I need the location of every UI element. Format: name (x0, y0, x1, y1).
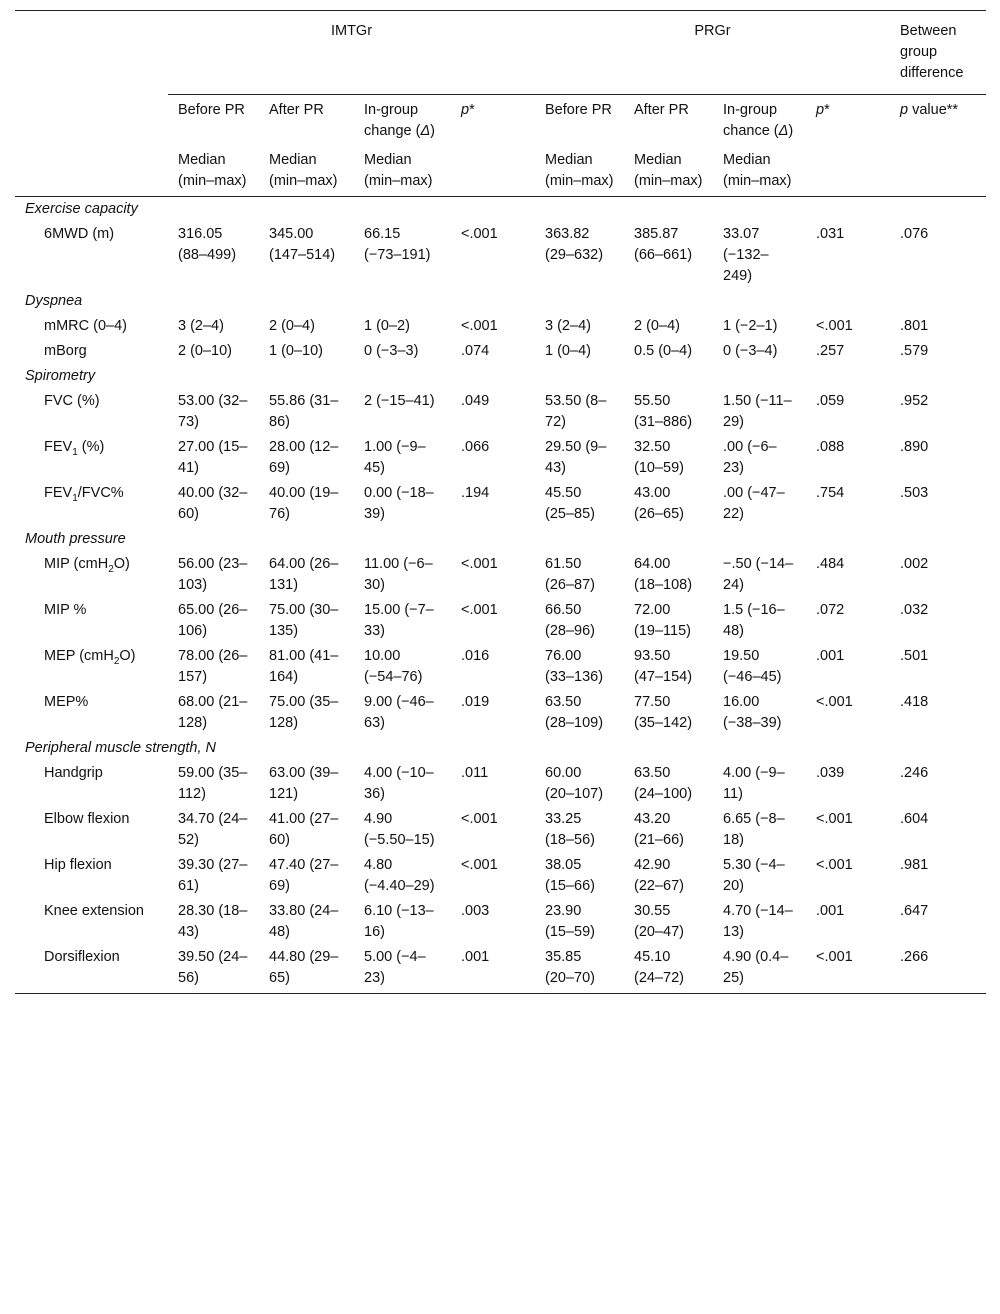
column-header-suffix: * (824, 102, 830, 118)
median-label (806, 150, 890, 197)
column-header (168, 95, 259, 151)
table-cell: 78.00 (26–157) (178, 648, 248, 685)
table-cell: <.001 (806, 945, 890, 994)
table-cell: −.50 (−14–24) (723, 556, 794, 593)
column-header-text: After PR (269, 102, 324, 118)
table-cell: 45.50 (25–85) (545, 485, 595, 522)
table-cell: .076 (900, 226, 929, 242)
row-label (15, 644, 168, 690)
table-cell: 19.50 (−46–45) (723, 648, 782, 685)
table-row (15, 945, 986, 994)
table-cell: 33.25 (18–56) (545, 811, 595, 848)
section-title: Exercise capacity (15, 197, 986, 223)
table-row (15, 761, 986, 807)
column-header-symbol: Δ (778, 123, 789, 139)
table-cell: 72.00 (19–115) (634, 602, 691, 639)
section-title: Mouth pressure (25, 531, 126, 547)
table-cell: .032 (900, 602, 929, 618)
table-cell: 363.82 (29–632) (545, 226, 604, 263)
section-row (15, 527, 986, 552)
table-cell: <.001 (461, 556, 498, 572)
table-cell: .647 (900, 903, 929, 919)
table-cell: 30.55 (20–47) (634, 903, 684, 940)
row-label (15, 690, 168, 736)
column-header-symbol: p (461, 102, 470, 118)
section-row (15, 197, 986, 223)
table-row (15, 644, 986, 690)
table-cell: 76.00 (33–136) (545, 648, 604, 685)
column-header-text: Before PR (178, 102, 245, 118)
column-header-suffix: ) (788, 123, 794, 139)
table-cell: 3 (2–4) (178, 318, 224, 334)
column-subheader-row (15, 95, 986, 151)
table-cell: 28.30 (18–43) (178, 903, 248, 940)
column-header (890, 95, 986, 151)
table-cell: .016 (461, 648, 490, 664)
table-cell: 81.00 (41–164) (269, 648, 339, 685)
column-header-symbol: Δ (420, 123, 431, 139)
row-label-text: 6MWD (m) (44, 226, 115, 242)
column-header-text: In-group chance ( (723, 102, 779, 139)
row-label (15, 481, 168, 527)
table-cell: .754 (816, 485, 845, 501)
row-label (15, 853, 168, 899)
table-cell: 6.65 (−8–18) (723, 811, 785, 848)
table-body (15, 197, 986, 994)
table-row (15, 853, 986, 899)
table-cell: 77.50 (35–142) (634, 694, 693, 731)
row-label-text: $FEV_1/FVC\%$ (44, 485, 124, 504)
table-cell: 66.50 (28–96) (545, 602, 595, 639)
table-cell: 11.00 (−6–30) (364, 556, 433, 593)
table-cell: 1.5 (−16–48) (723, 602, 785, 639)
section-row (15, 736, 986, 761)
table-cell: 63.50 (28–109) (545, 694, 604, 731)
table-cell: 38.05 (15–66) (545, 857, 595, 894)
table-cell: 55.86 (31–86) (269, 393, 339, 430)
table-cell: .246 (900, 765, 929, 781)
table-cell: 2 (0–10) (178, 343, 233, 359)
table-row (15, 899, 986, 945)
table-cell: 5.30 (−4–20) (723, 857, 785, 894)
row-label (15, 222, 168, 289)
subscript: 1 (72, 446, 78, 458)
table-cell: 75.00 (30–135) (269, 602, 339, 639)
table-row (15, 807, 986, 853)
section-row (15, 289, 986, 314)
table-row (15, 339, 986, 364)
table-cell: .503 (900, 485, 929, 501)
median-label (890, 150, 986, 197)
table-cell: <.001 (461, 811, 498, 827)
median-label-row (15, 150, 986, 197)
median-label: Median (min–max) (634, 152, 703, 189)
table-cell: 0 (−3–4) (723, 343, 778, 359)
table-cell: 1 (−2–1) (723, 318, 778, 334)
table-cell: 3 (2–4) (545, 318, 591, 334)
table-cell: .501 (900, 648, 929, 664)
table-cell: .00 (−6–23) (723, 439, 777, 476)
column-header (624, 95, 713, 151)
row-label (15, 807, 168, 853)
table-cell: .059 (816, 393, 845, 409)
table-cell: 10.00 (−54–76) (364, 648, 423, 685)
table-cell: 47.40 (27–69) (269, 857, 339, 894)
table-cell: 61.50 (26–87) (545, 556, 595, 593)
table-cell: <.001 (816, 694, 853, 710)
column-header (713, 95, 806, 151)
table-cell: .579 (900, 343, 929, 359)
median-label: Median (min–max) (723, 152, 792, 189)
table-cell: 43.00 (26–65) (634, 485, 684, 522)
table-cell: 42.90 (22–67) (634, 857, 684, 894)
table-cell: .088 (816, 439, 845, 455)
table-cell: 15.00 (−7–33) (364, 602, 434, 639)
row-label (15, 314, 168, 339)
table-cell: 40.00 (32–60) (178, 485, 248, 522)
table-row (15, 481, 986, 527)
group-prgr-header: PRGr (535, 11, 890, 95)
column-header-symbol: p (816, 102, 825, 118)
table-cell: 5.00 (−4–23) (354, 945, 451, 994)
table-cell: 45.10 (24–72) (624, 945, 713, 994)
row-label-text: FVC (%) (44, 393, 100, 409)
table-cell: .801 (900, 318, 929, 334)
table-cell: 63.50 (24–100) (634, 765, 693, 802)
table-cell: 55.50 (31–886) (634, 393, 693, 430)
table-cell: <.001 (816, 857, 853, 873)
table-cell: 4.90 (−5.50–15) (364, 811, 435, 848)
table-cell: .072 (816, 602, 845, 618)
between-group-header: Between group difference (890, 11, 986, 95)
table-row (15, 690, 986, 736)
row-label-text: $FEV_1$ (%) (44, 439, 105, 458)
row-label (15, 552, 168, 598)
table-cell: 4.00 (−10–36) (364, 765, 434, 802)
column-header (535, 95, 624, 151)
median-label: Median (min–max) (364, 152, 433, 189)
table-cell: 1.50 (−11–29) (723, 393, 792, 430)
table-cell: 1 (0–4) (545, 343, 591, 359)
row-label (15, 339, 168, 364)
table-row (15, 222, 986, 289)
median-label: Median (min–max) (178, 152, 247, 189)
table-row (15, 389, 986, 435)
table-cell: .074 (461, 343, 490, 359)
table-cell: 34.70 (24–52) (178, 811, 248, 848)
subscript: 2 (113, 655, 120, 667)
row-label-text: Knee extension (44, 903, 144, 919)
table-cell: 27.00 (15–41) (178, 439, 248, 476)
table-cell: 385.87 (66–661) (634, 226, 693, 263)
table-cell: 32.50 (10–59) (634, 439, 684, 476)
results-table (15, 10, 986, 994)
table-cell: .257 (816, 343, 845, 359)
row-label-text: MEP% (44, 694, 89, 710)
section-row (15, 364, 986, 389)
table-cell: 345.00 (147–514) (269, 226, 336, 263)
row-label-text: Elbow flexion (44, 811, 130, 827)
table-cell: .952 (900, 393, 929, 409)
table-cell: <.001 (461, 318, 498, 334)
table-cell: 0.5 (0–4) (634, 343, 693, 359)
table-cell: .001 (451, 945, 535, 994)
table-cell: 35.85 (20–70) (535, 945, 624, 994)
table-cell: <.001 (461, 602, 498, 618)
median-label: Median (min–max) (269, 152, 338, 189)
table-cell: 1.00 (−9–45) (364, 439, 426, 476)
table-cell: 23.90 (15–59) (545, 903, 595, 940)
row-label (15, 598, 168, 644)
table-cell: 0 (−3–3) (364, 343, 419, 359)
table-cell: 64.00 (18–108) (634, 556, 693, 593)
table-cell: .019 (461, 694, 490, 710)
row-label (15, 389, 168, 435)
subscript: 1 (72, 492, 78, 504)
table-cell: <.001 (816, 318, 853, 334)
table-cell: 29.50 (9–43) (545, 439, 607, 476)
table-cell: 68.00 (21–128) (178, 694, 248, 731)
median-label: Median (min–max) (545, 152, 614, 189)
row-label (15, 435, 168, 481)
table-cell: <.001 (461, 226, 498, 242)
column-header-suffix: ) (430, 123, 436, 139)
table-cell: <.001 (461, 857, 498, 873)
row-label-text: Hip flexion (44, 857, 112, 873)
table-cell: 65.00 (26–106) (178, 602, 248, 639)
table-cell: 63.00 (39–121) (269, 765, 339, 802)
table-cell: 16.00 (−38–39) (723, 694, 782, 731)
table-cell: .981 (900, 857, 929, 873)
section-title: Spirometry (25, 368, 96, 384)
table-cell: 75.00 (35–128) (269, 694, 339, 731)
table-cell: .604 (900, 811, 929, 827)
table-cell: .890 (900, 439, 929, 455)
column-header (354, 95, 451, 151)
table-cell: 4.90 (0.4–25) (713, 945, 806, 994)
table-cell: 66.15 (−73–191) (364, 226, 431, 263)
group-imtgr-header: IMTGr (168, 11, 535, 95)
table-cell: .002 (900, 556, 929, 572)
table-cell: 39.50 (24–56) (168, 945, 259, 994)
table-cell: 60.00 (20–107) (545, 765, 604, 802)
table-cell: 53.50 (8–72) (545, 393, 607, 430)
table-cell: .001 (816, 648, 845, 664)
table-row (15, 552, 986, 598)
table-cell: 40.00 (19–76) (269, 485, 339, 522)
table-cell: 43.20 (21–66) (634, 811, 684, 848)
table-cell: 6.10 (−13–16) (364, 903, 434, 940)
table-row (15, 314, 986, 339)
row-label-text: Dorsiflexion (44, 949, 120, 965)
table-cell: 56.00 (23–103) (178, 556, 248, 593)
table-cell: 2 (−15–41) (364, 393, 435, 409)
table-cell: .049 (461, 393, 490, 409)
table-cell: 0.00 (−18–39) (364, 485, 434, 522)
table-cell: 64.00 (26–131) (269, 556, 339, 593)
table-cell: 9.00 (−46–63) (364, 694, 434, 731)
table-row (15, 598, 986, 644)
row-label-text: MEP (cmH$_2$O) (44, 648, 136, 667)
table-cell: 59.00 (35–112) (178, 765, 248, 802)
column-header (259, 95, 354, 151)
table-header (15, 11, 986, 197)
column-header-symbol: p (900, 102, 909, 118)
table-cell: 53.00 (32–73) (178, 393, 248, 430)
table-cell: 4.00 (−9–11) (723, 765, 785, 802)
table-row (15, 435, 986, 481)
column-header-text: In-group change ( (364, 102, 421, 139)
table-cell: .484 (816, 556, 845, 572)
table-cell: .266 (890, 945, 986, 994)
row-label-text: MIP (cmH$_2$O) (44, 556, 130, 575)
section-title: Dyspnea (25, 293, 83, 309)
table-cell: 33.80 (24–48) (269, 903, 339, 940)
table-cell: 41.00 (27–60) (269, 811, 339, 848)
table-cell: 2 (0–4) (269, 318, 315, 334)
table-cell: 4.80 (−4.40–29) (364, 857, 435, 894)
table-cell: .011 (461, 765, 489, 781)
table-cell: .194 (461, 485, 490, 501)
column-header (806, 95, 890, 151)
row-label (15, 899, 168, 945)
table-cell: 44.80 (29–65) (259, 945, 354, 994)
table-cell: 316.05 (88–499) (178, 226, 237, 263)
table-cell: 33.07 (−132–249) (723, 226, 769, 284)
section-title: Peripheral muscle strength, N (25, 740, 216, 756)
table-cell: .031 (816, 226, 845, 242)
column-header-text: Before PR (545, 102, 612, 118)
row-label-text: Handgrip (44, 765, 103, 781)
table-cell: 93.50 (47–154) (634, 648, 693, 685)
column-header-suffix: value** (908, 102, 959, 118)
table-cell: 2 (0–4) (634, 318, 680, 334)
table-cell: .00 (−47–22) (723, 485, 785, 522)
subscript: 2 (108, 563, 114, 575)
row-label-text: MIP % (44, 602, 87, 618)
row-label-text: mMRC (0–4) (44, 318, 127, 334)
table-cell: .003 (461, 903, 490, 919)
row-label (15, 945, 168, 994)
table-cell: .418 (900, 694, 929, 710)
table-cell: .001 (816, 903, 845, 919)
column-header-text: After PR (634, 102, 689, 118)
row-label (15, 761, 168, 807)
table-cell: 1 (0–2) (364, 318, 410, 334)
median-label (451, 150, 535, 197)
column-header (451, 95, 535, 151)
table-cell: .039 (816, 765, 845, 781)
table-cell: 39.30 (27–61) (178, 857, 248, 894)
column-header-suffix: * (469, 102, 475, 118)
table-cell: 4.70 (−14–13) (723, 903, 793, 940)
table-cell: <.001 (816, 811, 853, 827)
table-cell: .066 (461, 439, 490, 455)
row-label-text: mBorg (44, 343, 87, 359)
table-cell: 1 (0–10) (269, 343, 324, 359)
table-cell: 28.00 (12–69) (269, 439, 339, 476)
